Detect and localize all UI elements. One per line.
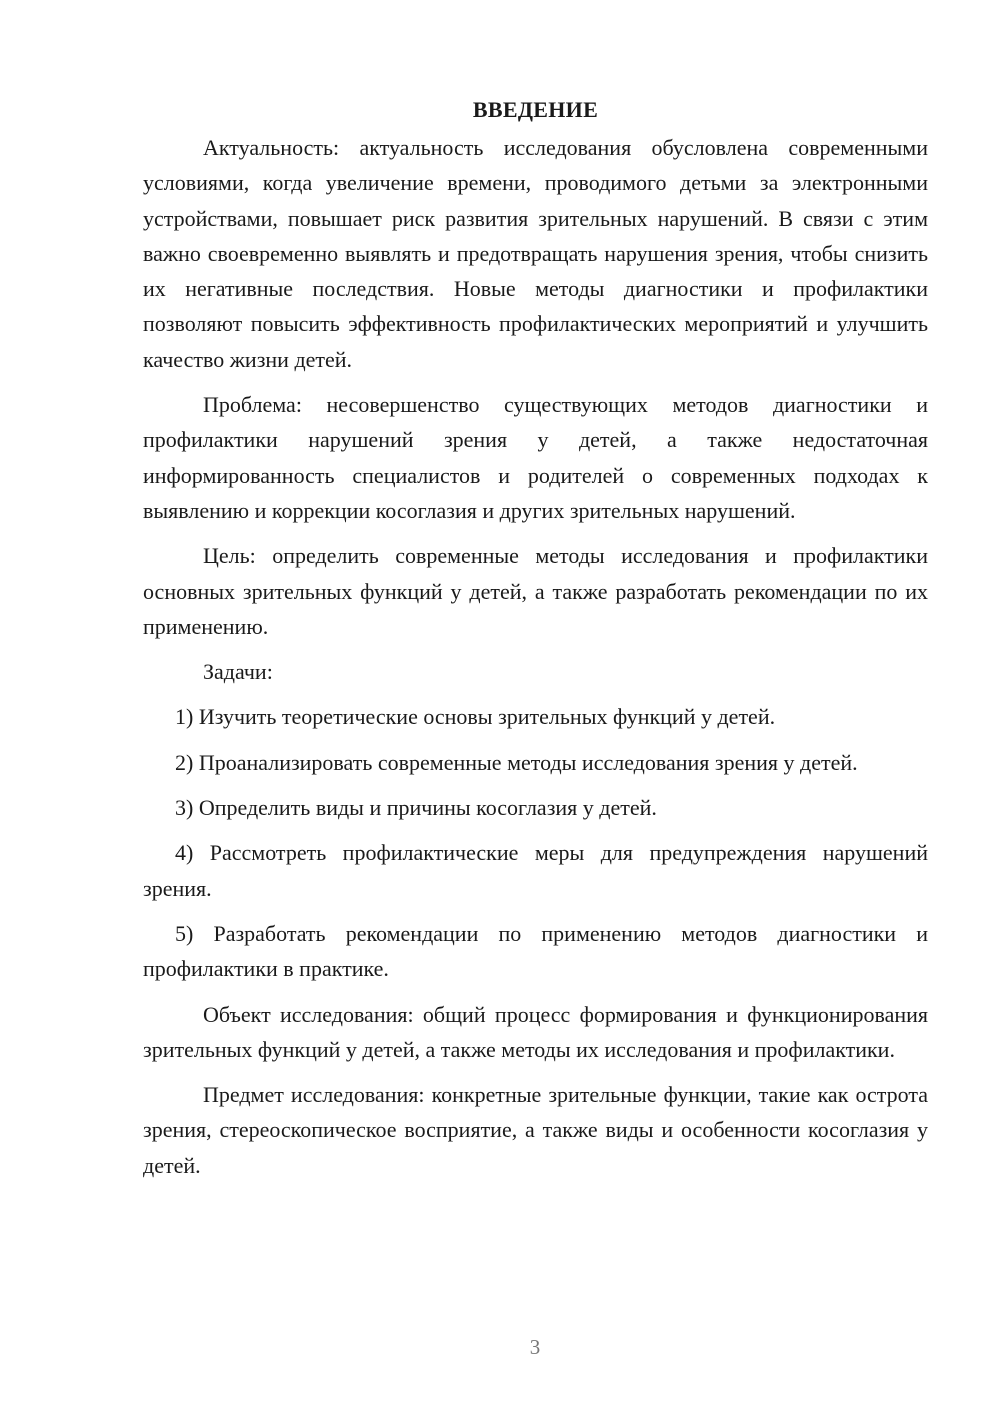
page-content <box>143 92 928 1183</box>
list-item-task-5: 5) Разработать рекомендации по применению методов диагностики и профилактики в практике. <box>143 920 928 982</box>
section-title: ВВЕДЕНИЕ <box>472 97 599 122</box>
list-item-task-2: 2) Проанализировать современные методы исследования зрения у детей. <box>175 749 858 775</box>
page-number: 3 <box>529 1335 541 1359</box>
list-item-task-1: 1) Изучить теоретические основы зрительных функций у детей. <box>175 704 776 730</box>
paragraph-problem: Проблема: несовершенство существующих методов диагностики и профилактики нарушений зрения у детей, а также недостаточная информированность специалистов и родителей о современных подходах к выявлению и коррекции косоглазия и других зрительных нарушений. <box>143 392 928 523</box>
paragraph-goal: Цель: определить современные методы исследования и профилактики основных зрительных функций у детей, а также разработать рекомендации по их применению. <box>143 543 928 639</box>
paragraph-subject: Предмет исследования: конкретные зрительные функции, такие как острота зрения, стереоскопическое восприятие, а также виды и особенности косоглазия у детей. <box>143 1082 928 1178</box>
paragraph-tasks-heading: Задачи: <box>203 659 273 685</box>
list-item-task-4: 4) Рассмотреть профилактические меры для предупреждения нарушений зрения. <box>143 840 928 901</box>
paragraph-object: Объект исследования: общий процесс формирования и функционирования зрительных функций у детей, а также методы их исследования и профилактики. <box>143 1001 928 1062</box>
paragraph-relevance: Актуальность: актуальность исследования обусловлена современными условиями, когда увеличение времени, проводимого детьми за электронными устройствами, повышает риск развития зрительных нарушений. В связи с этим важно своевременно выявлять и предотвращать нарушения зрения, чтобы снизить их негативные последствия. Новые методы диагностики и профилактики позволяют повысить эффективность профилактических мероприятий и улучшить качество жизни детей. <box>143 135 928 372</box>
list-item-task-3: 3) Определить виды и причины косоглазия у детей. <box>175 795 657 821</box>
